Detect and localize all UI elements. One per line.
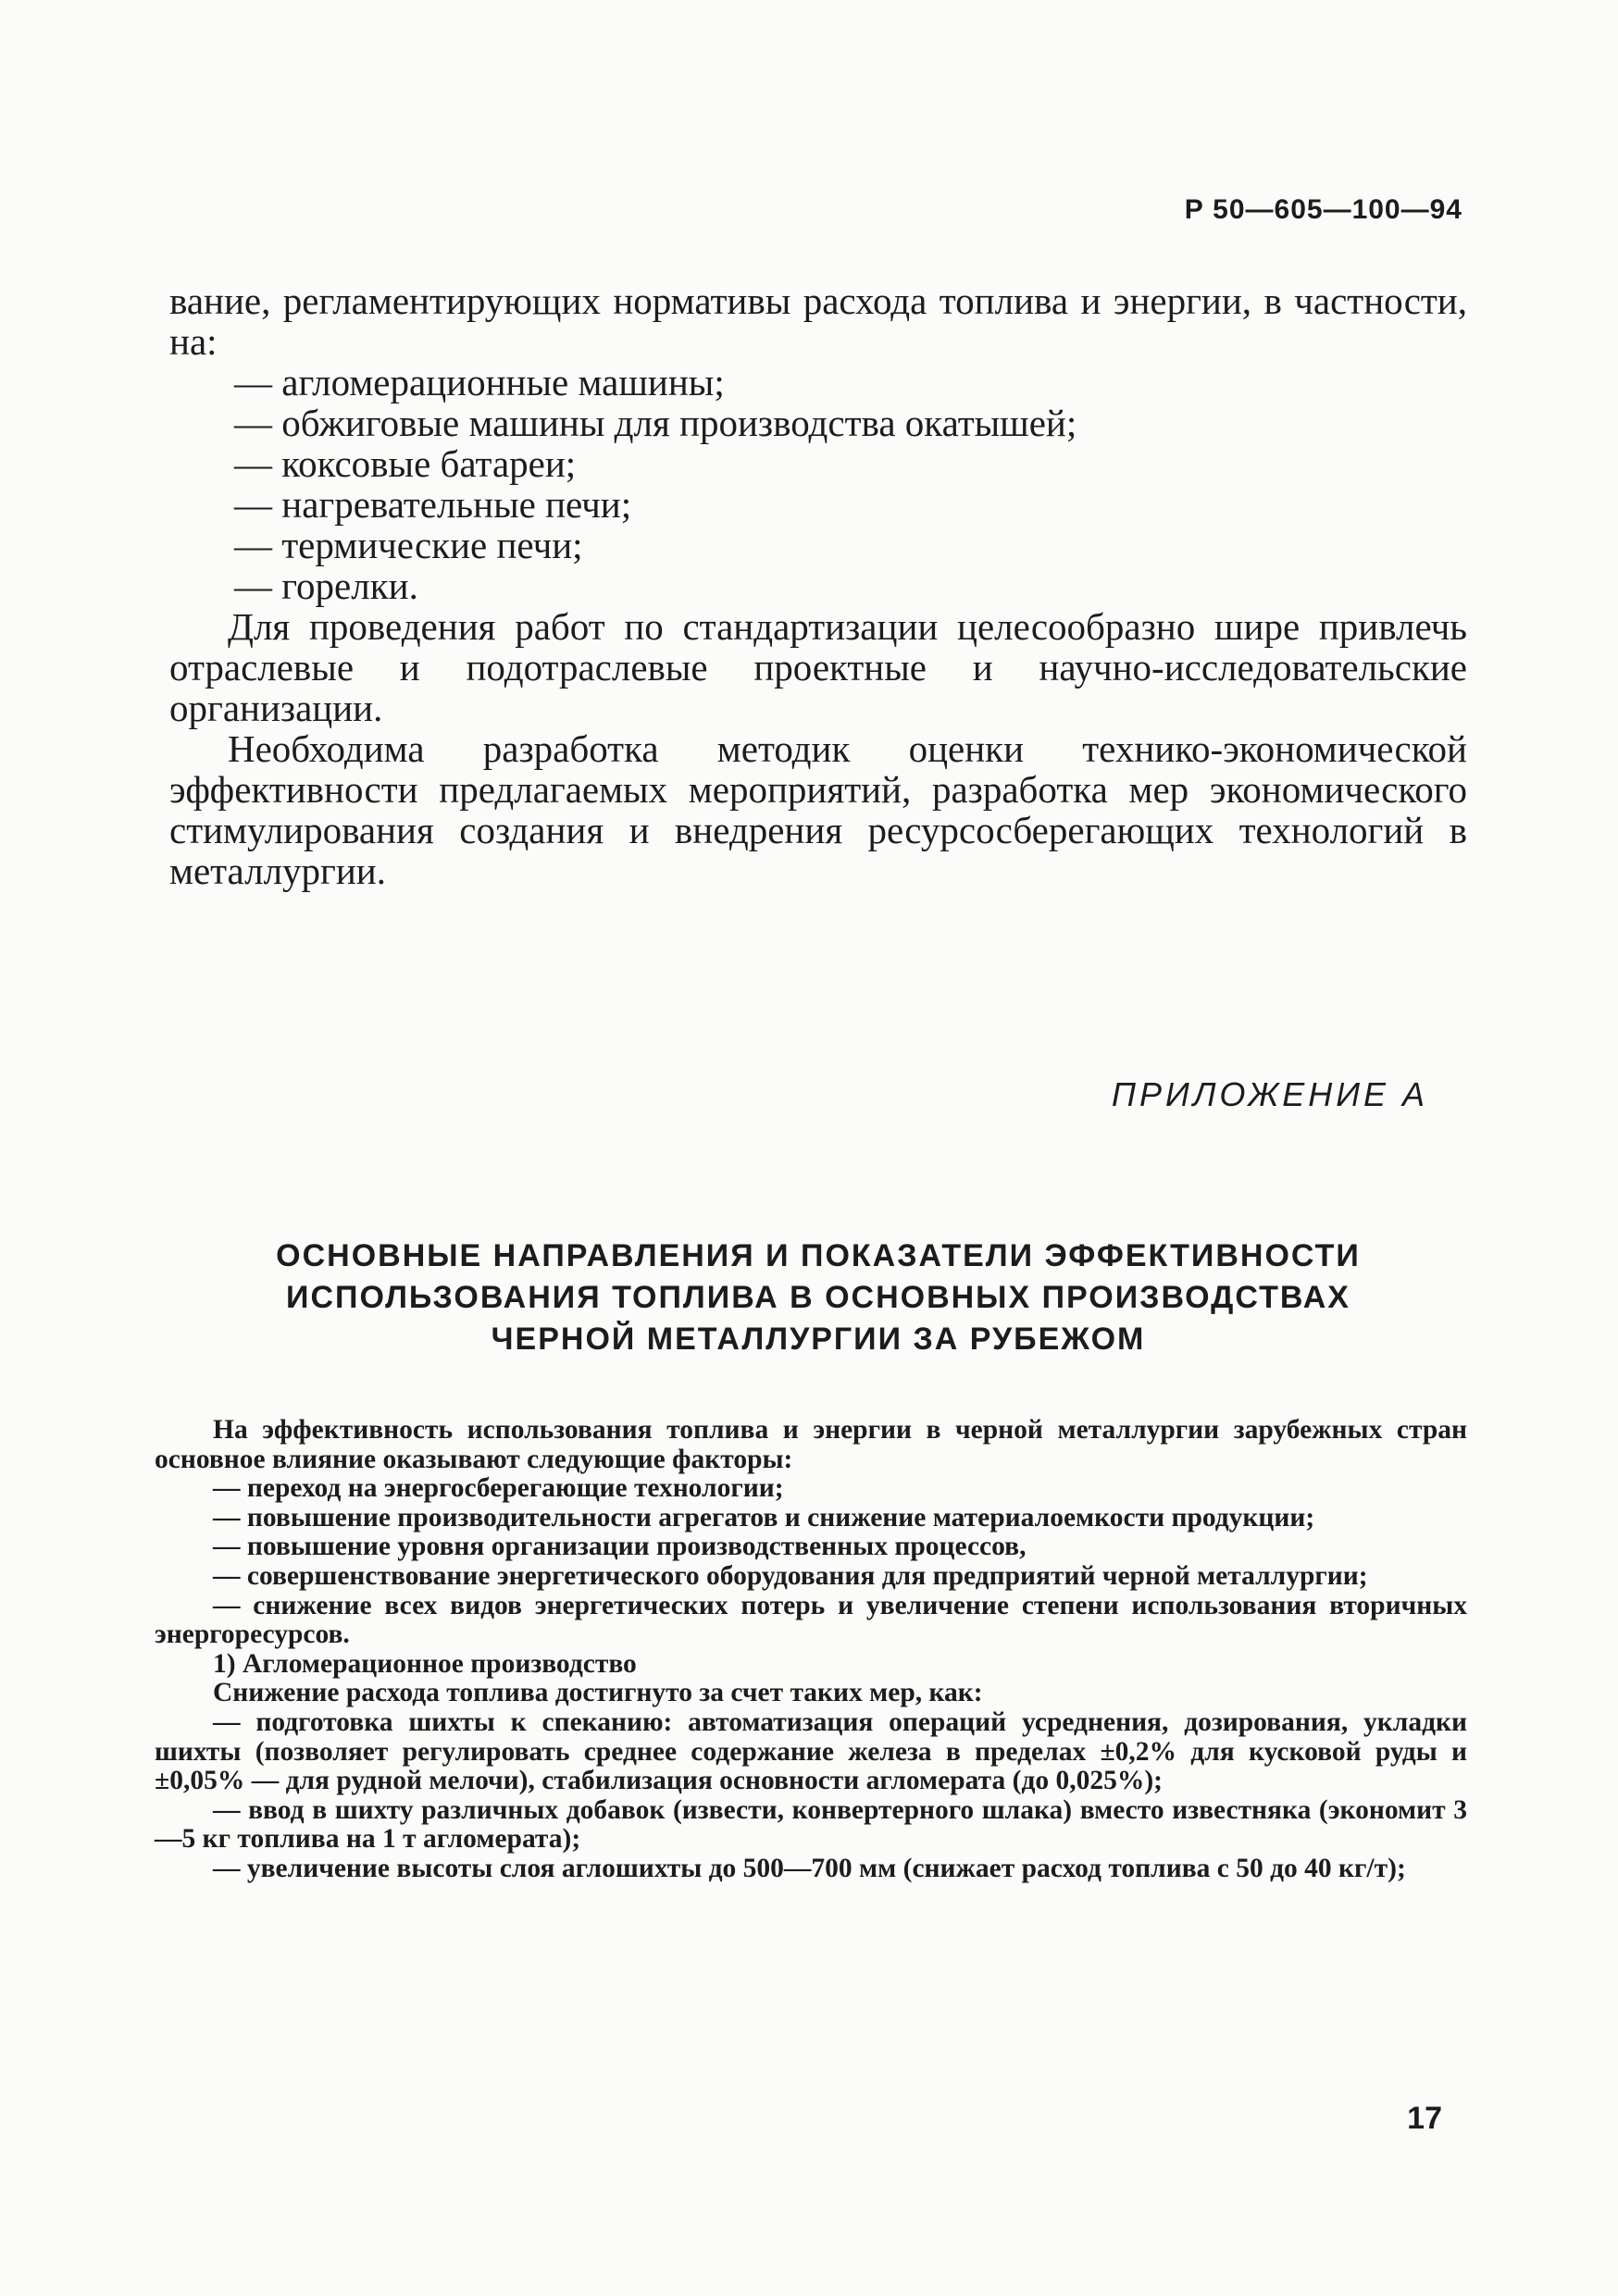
body-intro: На эффективность использования топлива и энергии в черной металлургии зарубежных стран основное влияние оказывают следующие факторы: <box>155 1415 1467 1474</box>
list-item: — коксовые батареи; <box>234 442 577 485</box>
intro-section <box>169 280 1467 891</box>
appendix-body <box>155 1416 1467 1884</box>
title-line: ЧЕРНОЙ МЕТАЛЛУРГИИ ЗА РУБЕЖОМ <box>491 1322 1146 1357</box>
list-item: — агломерационные машины; <box>234 361 725 403</box>
equipment-list <box>169 362 1467 606</box>
title-line: ОСНОВНЫЕ НАПРАВЛЕНИЯ И ПОКАЗАТЕЛИ ЭФФЕКТИВНОСТИ <box>276 1238 1361 1273</box>
list-item: — ввод в шихту различных добавок (извести, конвертерного шлака) вместо известняка (экономит 3—5 кг топлива на 1 т агломерата); <box>155 1794 1467 1855</box>
measures-intro: Снижение расхода топлива достигнуто за счет таких мер, как: <box>213 1678 983 1708</box>
appendix-title <box>169 1235 1467 1360</box>
list-item: — совершенствование энергетического оборудования для предприятий черной металлургии; <box>213 1560 1368 1591</box>
list-item: — нагревательные печи; <box>234 483 632 526</box>
list-item: — снижение всех видов энергетических потерь и увеличение степени использования вторичных энергоресурсов. <box>155 1590 1467 1650</box>
list-item: — подготовка шихты к спеканию: автоматизация операций усреднения, дозирования, укладки шихты (позволяет регулировать среднее содержание железа в пределах ±0,2% для кусковой руды и ±0,05% — для рудной мелочи), стабилизация основности агломерата (до 0,025%); <box>155 1706 1467 1796</box>
list-item: — термические печи; <box>234 524 583 566</box>
list-item: — повышение производительности агрегатов и снижение материалоемкости продукции; <box>213 1502 1315 1533</box>
list-item: — повышение уровня организации производственных процессов, <box>213 1532 1027 1562</box>
intro-lead: вание, регламентирующих нормативы расхода топлива и энергии, в частности, на: <box>169 279 1467 363</box>
section-heading: 1) Агломерационное производство <box>213 1648 637 1679</box>
page-number: 17 <box>1407 2101 1442 2136</box>
appendix-label: ПРИЛОЖЕНИЕ А <box>1111 1075 1428 1113</box>
title-line: ИСПОЛЬЗОВАНИЯ ТОПЛИВА В ОСНОВНЫХ ПРОИЗВОДСТВАХ <box>286 1280 1350 1315</box>
paragraph: Необходима разработка методик оценки технико-экономической эффективности предлагаемых мероприятий, разработка мер экономического стимулирования создания и внедрения ресурсосберегающих технологий в металлургии. <box>169 727 1467 892</box>
paragraph: Для проведения работ по стандартизации целесообразно шире привлечь отраслевые и подотраслевые проектные и научно-исследовательские организации. <box>169 605 1467 729</box>
list-item: — переход на энергосберегающие технологии; <box>213 1473 784 1504</box>
list-item: — горелки. <box>234 565 418 607</box>
list-item: — увеличение высоты слоя аглошихты до 500—700 мм (снижает расход топлива с 50 до 40 кг/т); <box>213 1853 1406 1883</box>
document-code: Р 50—605—100—94 <box>1184 194 1462 225</box>
list-item: — обжиговые машины для производства окатышей; <box>234 402 1077 444</box>
